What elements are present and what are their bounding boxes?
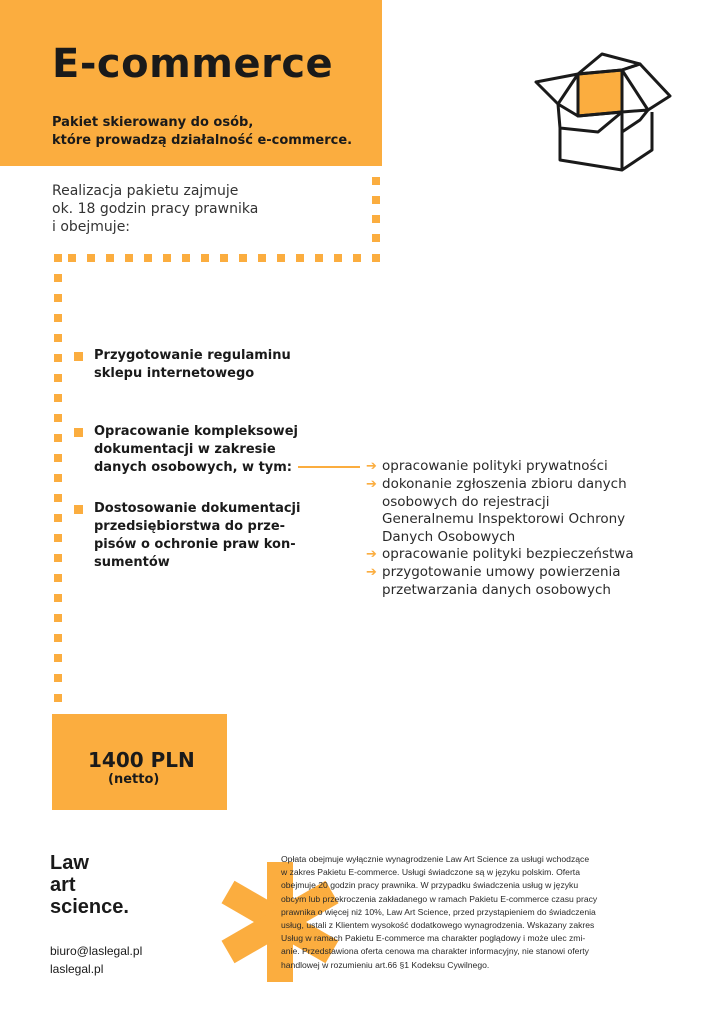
dot xyxy=(54,274,62,282)
dot xyxy=(54,694,62,702)
subitem: opracowanie polityki bezpieczeństwa xyxy=(382,546,634,562)
dot xyxy=(372,234,380,242)
list-item xyxy=(94,500,300,572)
dot xyxy=(353,254,361,262)
list-item xyxy=(94,347,291,383)
logo-line: science. xyxy=(50,896,129,918)
dot xyxy=(87,254,95,262)
disclaimer-line: usług, ustali z Klientem wysokość dodatkowego wynagrodzenia. Wskazany zakres xyxy=(281,920,595,931)
disclaimer-line: anie. Przedstawiona oferta cenowa ma charakter informacyjny, nie stanowi oferty xyxy=(281,946,589,957)
logo-line: Law xyxy=(50,852,89,874)
contact-website[interactable]: laslegal.pl xyxy=(50,962,104,976)
page-subtitle xyxy=(52,114,352,150)
item-line: pisów o ochronie praw kon- xyxy=(94,537,296,552)
open-box-icon xyxy=(530,48,680,176)
dot xyxy=(315,254,323,262)
dot xyxy=(54,334,62,342)
dot xyxy=(372,254,380,262)
disclaimer-line: prawnika o więcej niż 10%, Law Art Science, przed przystąpieniem do świadczenia xyxy=(281,906,596,917)
dot xyxy=(54,314,62,322)
dot xyxy=(54,414,62,422)
disclaimer-text xyxy=(281,853,676,972)
dot xyxy=(54,514,62,522)
contact-email[interactable]: biuro@laslegal.pl xyxy=(50,944,143,958)
connector-line xyxy=(298,466,360,468)
arrow-right-icon: ➔ xyxy=(366,565,377,580)
subtitle-line: które prowadzą działalność e-commerce. xyxy=(52,133,353,148)
item-line: Dostosowanie dokumentacji xyxy=(94,501,301,516)
price-note: (netto) xyxy=(108,772,160,787)
dot xyxy=(54,674,62,682)
item-line: sumentów xyxy=(94,555,170,570)
bullet-square xyxy=(74,428,83,437)
dot xyxy=(277,254,285,262)
dot xyxy=(258,254,266,262)
item-line: Przygotowanie regulaminu xyxy=(94,348,291,363)
list-item xyxy=(94,423,298,477)
disclaimer-line: w zakres Pakietu E-commerce. Usługi świadczone są w języku polskim. Oferta xyxy=(281,867,580,878)
subitem-line: dokonanie zgłoszenia zbioru danych xyxy=(382,476,627,492)
subitem-line: osobowych do rejestracji xyxy=(382,493,550,510)
bullet-square xyxy=(74,352,83,361)
dot xyxy=(54,574,62,582)
dot xyxy=(220,254,228,262)
dot xyxy=(125,254,133,262)
subitem xyxy=(382,476,627,546)
subtitle-line: Pakiet skierowany do osób, xyxy=(52,115,254,130)
intro-line: i obejmuje: xyxy=(52,219,131,235)
item-line: dokumentacji w zakresie xyxy=(94,442,276,457)
subitem-line: Danych Osobowych xyxy=(382,528,516,545)
dot xyxy=(54,434,62,442)
dot xyxy=(68,254,76,262)
dot xyxy=(54,254,62,262)
dot xyxy=(54,474,62,482)
intro-text xyxy=(52,182,258,236)
dot xyxy=(54,454,62,462)
intro-line: Realizacja pakietu zajmuje xyxy=(52,183,239,199)
subitem-line: przygotowanie umowy powierzenia xyxy=(382,564,621,580)
page-title: E-commerce xyxy=(52,41,334,87)
disclaimer-line: Usług w ramach Pakietu E-commerce ma charakter poglądowy i może ulec zmi- xyxy=(281,933,586,944)
item-line: danych osobowych, w tym: xyxy=(94,460,293,475)
dot xyxy=(54,294,62,302)
dot xyxy=(54,354,62,362)
dot xyxy=(54,634,62,642)
item-line: przedsiębiorstwa do prze- xyxy=(94,519,286,534)
logo-line: art xyxy=(50,874,76,896)
subitem-line: Generalnemu Inspektorowi Ochrony xyxy=(382,511,626,527)
dot xyxy=(239,254,247,262)
dot xyxy=(54,554,62,562)
bullet-square xyxy=(74,505,83,514)
dot xyxy=(163,254,171,262)
disclaimer-line: handlowej w rozumieniu art.66 §1 Kodeksu Cywilnego. xyxy=(281,959,490,970)
arrow-right-icon: ➔ xyxy=(366,547,377,562)
dot xyxy=(54,654,62,662)
dot xyxy=(144,254,152,262)
item-line: sklepu internetowego xyxy=(94,366,255,381)
subitem-line: przetwarzania danych osobowych xyxy=(382,581,611,598)
dot xyxy=(54,614,62,622)
company-logo xyxy=(50,852,129,918)
disclaimer-line: obcym lub przekroczenia zakładanego w ramach Pakietu E-commerce czasu pracy xyxy=(281,893,598,904)
dot xyxy=(54,374,62,382)
dot xyxy=(182,254,190,262)
dot xyxy=(106,254,114,262)
dot xyxy=(372,196,380,204)
dot xyxy=(372,215,380,223)
dot xyxy=(334,254,342,262)
intro-line: ok. 18 godzin pracy prawnika xyxy=(52,201,259,217)
price-amount: 1400 PLN xyxy=(88,748,195,772)
subitem xyxy=(382,564,621,599)
disclaimer-line: Opłata obejmuje wyłącznie wynagrodzenie Law Art Science za usługi wchodzące xyxy=(281,854,590,864)
dot xyxy=(54,394,62,402)
dot xyxy=(296,254,304,262)
arrow-right-icon: ➔ xyxy=(366,459,377,474)
arrow-right-icon: ➔ xyxy=(366,477,377,492)
disclaimer-line: obejmuje 20 godzin pracy prawnika. W przypadku świadczenia usług w języku xyxy=(281,880,579,891)
item-line: Opracowanie kompleksowej xyxy=(94,424,298,439)
dot xyxy=(54,494,62,502)
subitem: opracowanie polityki prywatności xyxy=(382,458,608,474)
dot xyxy=(201,254,209,262)
dot xyxy=(372,177,380,185)
dot xyxy=(54,534,62,542)
dot xyxy=(54,594,62,602)
